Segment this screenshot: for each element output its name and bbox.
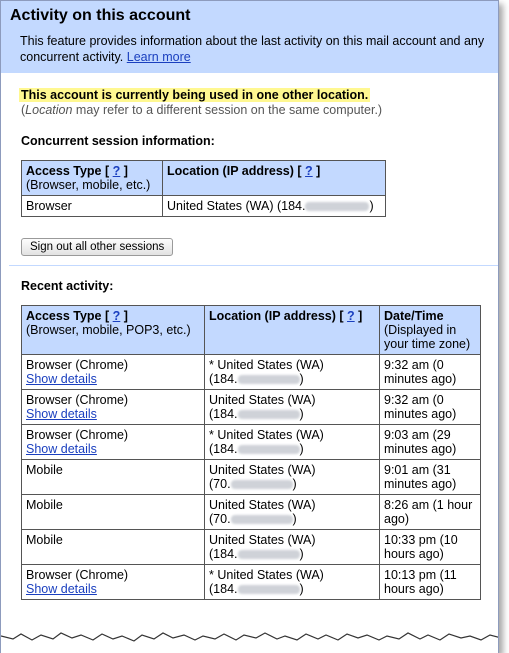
redacted-ip <box>305 202 369 211</box>
recent-header-row <box>22 306 481 355</box>
cell-location <box>205 425 380 460</box>
description-text: This feature provides information about the last activity on this mail account and any concurrent activity. <box>20 34 485 64</box>
col-access-type: Access Type [ ? ] (Browser, mobile, etc.) <box>22 161 163 196</box>
access-type-help-link[interactable]: ? <box>112 309 121 323</box>
ip-prefix: (70. <box>209 477 231 491</box>
ip-prefix: (184. <box>209 547 238 561</box>
cell-access <box>22 495 205 530</box>
redacted-ip <box>231 480 293 489</box>
cell-datetime: 8:26 am (1 hour ago) <box>380 495 481 530</box>
cell-location <box>205 460 380 495</box>
concurrent-header-row <box>22 161 386 196</box>
cell-datetime: 9:32 am (0 minutes ago) <box>380 390 481 425</box>
col-location: Location (IP address) [ ? ] <box>163 161 386 196</box>
access-type-text: Browser (Chrome) <box>26 428 129 442</box>
location-text: United States (WA) (184. <box>167 199 306 213</box>
location-text: United States (WA) <box>209 533 316 547</box>
cell-datetime: 10:13 pm (11 hours ago) <box>380 565 481 600</box>
cell-access <box>22 460 205 495</box>
show-details-link[interactable]: Show details <box>26 407 97 421</box>
redacted-ip <box>238 410 300 419</box>
cell-access: Browser <box>22 196 163 217</box>
access-type-text: Mobile <box>26 498 63 512</box>
cell-location <box>205 495 380 530</box>
recent-rows <box>22 355 481 600</box>
access-type-text: Browser (Chrome) <box>26 568 129 582</box>
location-header: Location (IP address) <box>209 309 336 323</box>
redacted-ip <box>231 515 293 524</box>
access-type-text: Browser (Chrome) <box>26 393 129 407</box>
ip-prefix: (184. <box>209 407 238 421</box>
table-row <box>22 425 481 460</box>
page-title: Activity on this account <box>10 7 191 24</box>
cell-location <box>163 196 386 217</box>
cell-access <box>22 530 205 565</box>
recent-activity-title: Recent activity: <box>21 279 114 293</box>
ip-prefix: (184. <box>209 442 238 456</box>
table-row <box>22 196 386 217</box>
ip-suffix: ) <box>292 512 297 526</box>
access-type-text: Mobile <box>26 463 63 477</box>
concurrent-table <box>21 160 386 217</box>
concurrent-alert: This account is currently being used in one other location. <box>21 88 369 102</box>
cell-access <box>22 355 205 390</box>
access-type-header: Access Type <box>26 164 102 178</box>
cell-access <box>22 565 205 600</box>
cell-datetime: 9:03 am (29 minutes ago) <box>380 425 481 460</box>
note-rest: may refer to a different session on the same computer.) <box>72 103 383 117</box>
location-help-link[interactable]: ? <box>347 309 355 323</box>
location-help-link[interactable]: ? <box>305 164 313 178</box>
concurrent-title: Concurrent session information: <box>21 134 215 148</box>
cell-datetime: 9:01 am (31 minutes ago) <box>380 460 481 495</box>
location-text: * United States (WA) <box>209 358 324 372</box>
cell-location <box>205 355 380 390</box>
activity-header <box>1 1 498 73</box>
show-details-link[interactable]: Show details <box>26 582 97 596</box>
cell-datetime: 9:32 am (0 minutes ago) <box>380 355 481 390</box>
redacted-ip <box>238 375 300 384</box>
location-note <box>21 103 486 117</box>
location-text: United States (WA) <box>209 393 316 407</box>
datetime-subheader: (Displayed in your time zone) <box>384 323 471 351</box>
ip-suffix: ) <box>299 547 304 561</box>
ip-suffix: ) <box>299 582 304 596</box>
show-details-link[interactable]: Show details <box>26 442 97 456</box>
ip-prefix: (184. <box>209 582 238 596</box>
table-row <box>22 460 481 495</box>
ip-suffix: ) <box>299 407 304 421</box>
access-type-subheader: (Browser, mobile, POP3, etc.) <box>26 323 191 337</box>
cell-location <box>205 565 380 600</box>
table-row <box>22 530 481 565</box>
cell-access <box>22 390 205 425</box>
location-text: United States (WA) <box>209 498 316 512</box>
cell-location <box>205 390 380 425</box>
table-row <box>22 355 481 390</box>
header-description <box>10 33 488 65</box>
recent-activity-table <box>21 305 481 600</box>
cell-datetime: 10:33 pm (10 hours ago) <box>380 530 481 565</box>
location-text: United States (WA) <box>209 463 316 477</box>
note-emphasis: Location <box>25 103 73 117</box>
ip-suffix: ) <box>299 442 304 456</box>
ip-suffix: ) <box>299 372 304 386</box>
note-prefix: ( <box>21 103 26 117</box>
col-datetime <box>380 306 481 355</box>
location-text: * United States (WA) <box>209 568 324 582</box>
sign-out-all-sessions-button[interactable]: Sign out all other sessions <box>21 238 173 256</box>
table-row <box>22 495 481 530</box>
access-type-text: Mobile <box>26 533 63 547</box>
cell-location <box>205 530 380 565</box>
activity-body <box>1 73 498 600</box>
cell-access <box>22 425 205 460</box>
table-row <box>22 390 481 425</box>
col-access-type: Access Type [ ? ] (Browser, mobile, POP3, etc.) <box>22 306 205 355</box>
section-divider <box>9 265 498 266</box>
col-location: Location (IP address) [ ? ] <box>205 306 380 355</box>
access-type-header: Access Type <box>26 309 102 323</box>
ip-prefix: (184. <box>209 372 238 386</box>
access-type-help-link[interactable]: ? <box>112 164 121 178</box>
redacted-ip <box>238 585 300 594</box>
access-type-text: Browser (Chrome) <box>26 358 129 372</box>
ip-prefix: (70. <box>209 512 231 526</box>
torn-edge <box>1 627 499 653</box>
datetime-header: Date/Time <box>384 309 444 323</box>
redacted-ip <box>238 550 300 559</box>
redacted-ip <box>238 445 300 454</box>
learn-more-link[interactable]: Learn more <box>126 50 191 64</box>
ip-suffix: ) <box>292 477 297 491</box>
location-header: Location (IP address) <box>167 164 294 178</box>
table-row <box>22 565 481 600</box>
show-details-link[interactable]: Show details <box>26 372 97 386</box>
location-text: * United States (WA) <box>209 428 324 442</box>
location-suffix: ) <box>369 199 374 213</box>
access-type-subheader: (Browser, mobile, etc.) <box>26 178 151 192</box>
